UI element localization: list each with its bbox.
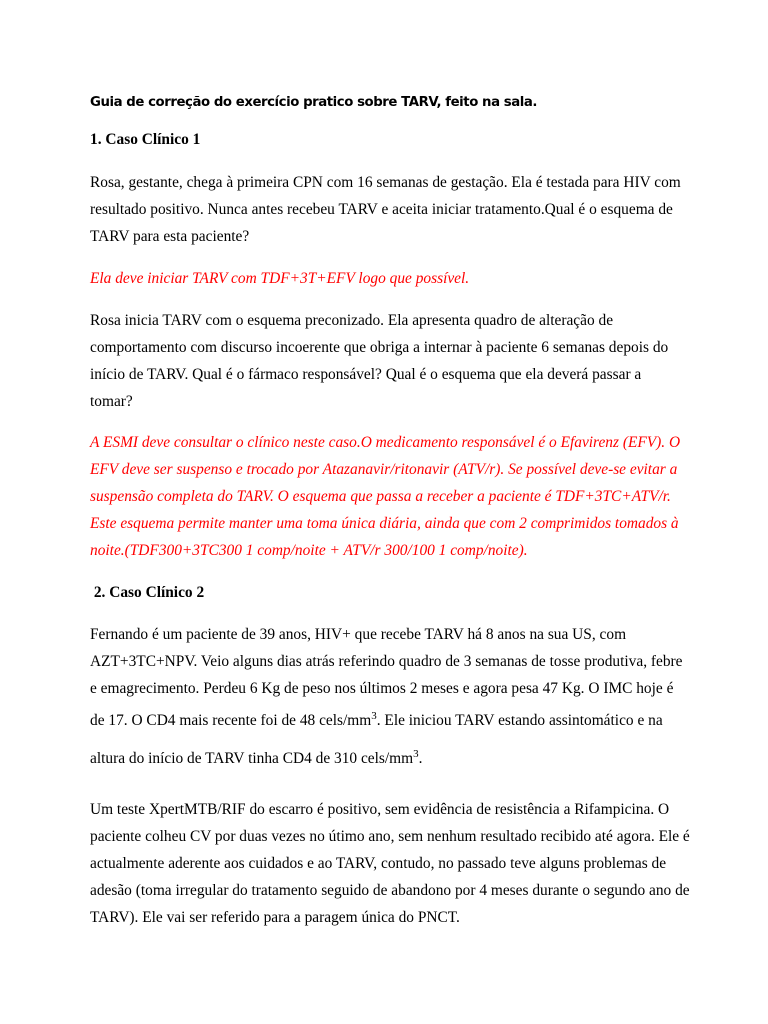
case2-heading: 2. Caso Clínico 2 — [90, 584, 205, 601]
text-line: Um teste XpertMTB/RIF do escarro é positivo, sem evidência de resistência a Rifampicina. O — [90, 801, 670, 818]
document-title: Guia de correção do exercício pratico sobre TARV, feito na sala. — [90, 95, 537, 110]
superscript: 3 — [371, 709, 377, 722]
text-fragment: altura do início de TARV tinha CD4 de 310 cels/mm — [90, 750, 414, 767]
case1-paragraph-1 — [90, 169, 686, 250]
text-line: EFV deve ser suspenso e trocado por Atazanavir/ritonavir (ATV/r). Se possível deve-se evitar a — [90, 461, 678, 478]
case2-paragraph-1 — [90, 621, 686, 778]
text-line — [90, 702, 686, 740]
case1-answer-1: Ela deve iniciar TARV com TDF+3T+EFV logo que possível. — [90, 270, 470, 287]
text-line — [90, 740, 686, 778]
text-line: Este esquema permite manter uma toma única diária, ainda que com 2 comprimidos tomados à — [90, 515, 679, 532]
text-line: tomar? — [90, 393, 133, 410]
text-line: suspensão completa do TARV. O esquema que passa a receber a paciente é TDF+3TC+ATV/r. — [90, 488, 671, 505]
case1-paragraph-2 — [90, 307, 686, 415]
text-line: e emagrecimento. Perdeu 6 Kg de peso nos últimos 2 meses e agora pesa 47 Kg. O IMC hoje é — [90, 680, 674, 697]
case1-answer-2 — [90, 429, 686, 564]
case2-paragraph-2 — [90, 796, 690, 931]
text-line: Rosa inicia TARV com o esquema preconizado. Ela apresenta quadro de alteração de — [90, 312, 614, 329]
text-line: TARV para esta paciente? — [90, 228, 250, 245]
text-line: início de TARV. Qual é o fármaco responsável? Qual é o esquema que ela deverá passar a — [90, 366, 642, 383]
text-fragment: . Ele iniciou TARV estando assintomático e na — [376, 712, 663, 729]
text-line: noite.(TDF300+3TC300 1 comp/noite + ATV/r 300/100 1 comp/noite). — [90, 542, 528, 559]
text-line: paciente colheu CV por duas vezes no útimo ano, sem nenhum resultado recibido até agora. Ele é — [90, 828, 690, 845]
text-fragment: de 17. O CD4 mais recente foi de 48 cels/mm — [90, 712, 372, 729]
text-line: adesão (toma irregular do tratamento seguido de abandono por 4 meses durante o segundo ano de — [90, 882, 690, 899]
text-line: Rosa, gestante, chega à primeira CPN com 16 semanas de gestação. Ela é testada para HIV com — [90, 174, 681, 191]
text-line: A ESMI deve consultar o clínico neste caso.O medicamento responsável é o Efavirenz (EFV). O — [90, 434, 681, 451]
text-fragment: . — [418, 750, 423, 767]
text-line: TARV). Ele vai ser referido para a paragem única do PNCT. — [90, 909, 460, 926]
text-line: comportamento com discurso incoerente que obriga a internar à paciente 6 semanas depois do — [90, 339, 669, 356]
text-line: Fernando é um paciente de 39 anos, HIV+ que recebe TARV há 8 anos na sua US, com — [90, 626, 627, 643]
superscript: 3 — [413, 747, 419, 760]
text-line: actualmente aderente aos cuidados e ao TARV, contudo, no passado teve alguns problemas de — [90, 855, 667, 872]
case1-heading: 1. Caso Clínico 1 — [90, 131, 201, 148]
text-line: AZT+3TC+NPV. Veio alguns dias atrás referindo quadro de 3 semanas de tosse produtiva, febre — [90, 653, 683, 670]
text-line: resultado positivo. Nunca antes recebeu TARV e aceita iniciar tratamento.Qual é o esquema de — [90, 201, 673, 218]
